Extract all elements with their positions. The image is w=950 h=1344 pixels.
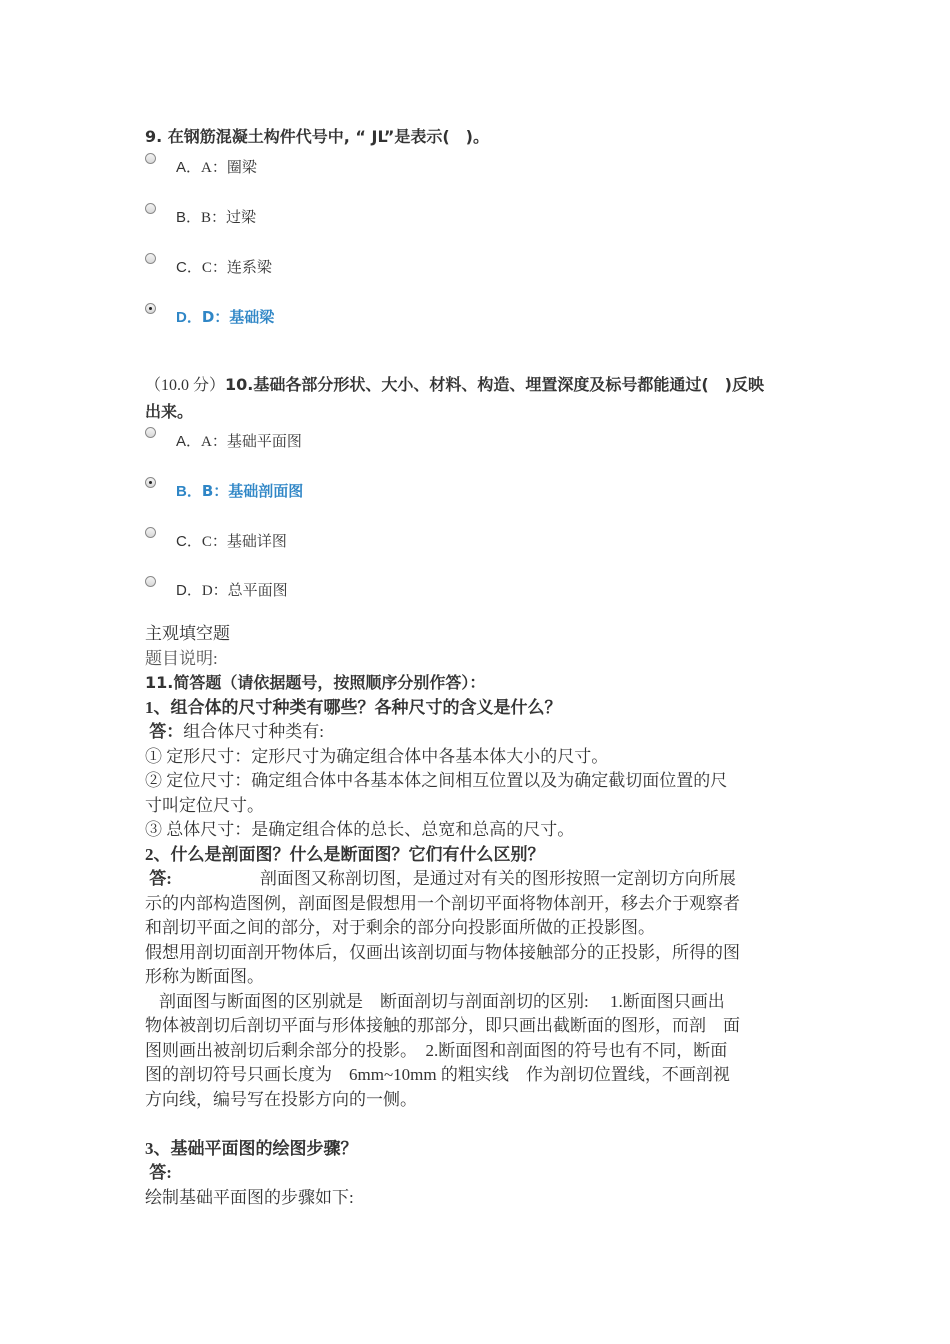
spacer bbox=[145, 1112, 810, 1137]
question-10-title bbox=[145, 372, 815, 425]
answer-1-item-1: ① 定形尺寸：定形尺寸为确定组合体中各基本体大小的尺寸。 bbox=[145, 746, 609, 766]
radio-button[interactable] bbox=[145, 527, 156, 538]
option-label: A．A：基础平面图 bbox=[176, 433, 302, 450]
radio-button[interactable] bbox=[145, 427, 156, 438]
radio-button[interactable] bbox=[145, 153, 156, 164]
answer-2-line-2: 示的内部构造图例，剖面图是假想用一个剖切平面将物体剖开，移去介于观察者 bbox=[145, 893, 740, 913]
option-label: B．B：过梁 bbox=[176, 209, 257, 226]
radio-button[interactable] bbox=[145, 253, 156, 264]
radio-button-checked[interactable] bbox=[145, 477, 156, 488]
question-points: （10.0 分） bbox=[145, 377, 226, 394]
option-label: D．D：基础梁 bbox=[176, 308, 275, 326]
q9-option-b[interactable] bbox=[145, 203, 256, 229]
answer-1-item-2a: ② 定位尺寸：确定组合体中各基本体之间相互位置以及为确定截切面位置的尺 bbox=[145, 771, 728, 790]
q9-option-a[interactable] bbox=[145, 153, 257, 179]
answer-1-item-3: ③ 总体尺寸：是确定组合体的总长、总宽和总高的尺寸。 bbox=[145, 820, 575, 839]
answer-label: 答: bbox=[149, 869, 172, 888]
answer-2-line-5: 形称为断面图。 bbox=[145, 967, 264, 986]
option-label: A．A：圈梁 bbox=[176, 159, 257, 176]
answer-3-question: 3、基础平面图的绘图步骤？ bbox=[145, 1138, 358, 1158]
answer-1-question: 1、组合体的尺寸种类有哪些？各种尺寸的含义是什么？ bbox=[145, 697, 562, 717]
question-9-title: 9. 在钢筋混凝土构件代号中, “ JL”是表示( )。 bbox=[145, 127, 489, 146]
q9-option-c[interactable] bbox=[145, 253, 272, 279]
answer-2-line-4: 假想用剖切面剖开物体后，仅画出该剖切面与物体接触部分的正投影，所得的图 bbox=[145, 942, 740, 962]
answer-label: 答: bbox=[149, 1163, 172, 1182]
answer-1-item-2b: 寸叫定位尺寸。 bbox=[145, 795, 264, 815]
answer-2-line-9: 图的剖切符号只画长度为 6mm~10mm 的粗实线 作为剖切位置线，不画剖视 bbox=[145, 1065, 730, 1084]
answer-1-intro: 答：组合体尺寸种类有: bbox=[149, 722, 324, 741]
answer-2-line-1: 答: 剖面图又称剖切图，是通过对有关的图形按照一定剖切方向所展 bbox=[149, 869, 736, 888]
radio-button-checked[interactable] bbox=[145, 303, 156, 314]
option-label: C．C：基础详图 bbox=[176, 533, 287, 550]
option-label: B．B：基础剖面图 bbox=[176, 482, 304, 500]
option-label: D．D：总平面图 bbox=[176, 582, 288, 599]
q10-option-d[interactable] bbox=[145, 576, 288, 602]
answer-2-line-8: 图则画出被剖切后剩余部分的投影。 2.断面图和剖面图的符号也有不同，断面 bbox=[145, 1040, 728, 1060]
answer-2-line-6: 剖面图与断面图的区别就是 断面剖切与剖面剖切的区别: 1.断面图只画出 bbox=[159, 991, 725, 1011]
option-label: C．C：连系梁 bbox=[176, 259, 272, 276]
q10-option-b[interactable] bbox=[145, 477, 303, 503]
section-description: 题目说明: bbox=[145, 648, 218, 668]
answer-2-line-3: 和剖切平面之间的部分，对于剩余的部分向投影面所做的正投影图。 bbox=[145, 918, 655, 937]
question-10-title-line2: 出来。 bbox=[145, 402, 194, 421]
q10-option-c[interactable] bbox=[145, 527, 287, 553]
section-heading: 主观填空题 bbox=[145, 624, 230, 643]
answer-label: 答： bbox=[149, 722, 184, 741]
answer-3-text: 绘制基础平面图的步骤如下: bbox=[145, 1187, 354, 1207]
answer-2-line-7: 物体被剖切后剖切平面与形体接触的那部分，即只画出截断面的图形，而剖 面 bbox=[145, 1016, 740, 1035]
radio-button[interactable] bbox=[145, 203, 156, 214]
q9-option-d[interactable] bbox=[145, 303, 274, 329]
answer-2-line-10: 方向线，编号写在投影方向的一侧。 bbox=[145, 1089, 417, 1109]
question-10-title-line1: 10.基础各部分形状、大小、材料、构造、埋置深度及标号都能通过( )反映 bbox=[225, 375, 764, 394]
subjective-section bbox=[145, 622, 810, 1210]
radio-button[interactable] bbox=[145, 576, 156, 587]
question-11-title: 11.简答题（请依据题号，按照顺序分别作答）： bbox=[145, 673, 486, 692]
q10-option-a[interactable] bbox=[145, 427, 302, 453]
answer-3-label-line bbox=[145, 1161, 810, 1186]
answer-2-question: 2、什么是剖面图？什么是断面图？它们有什么区别？ bbox=[145, 844, 545, 864]
